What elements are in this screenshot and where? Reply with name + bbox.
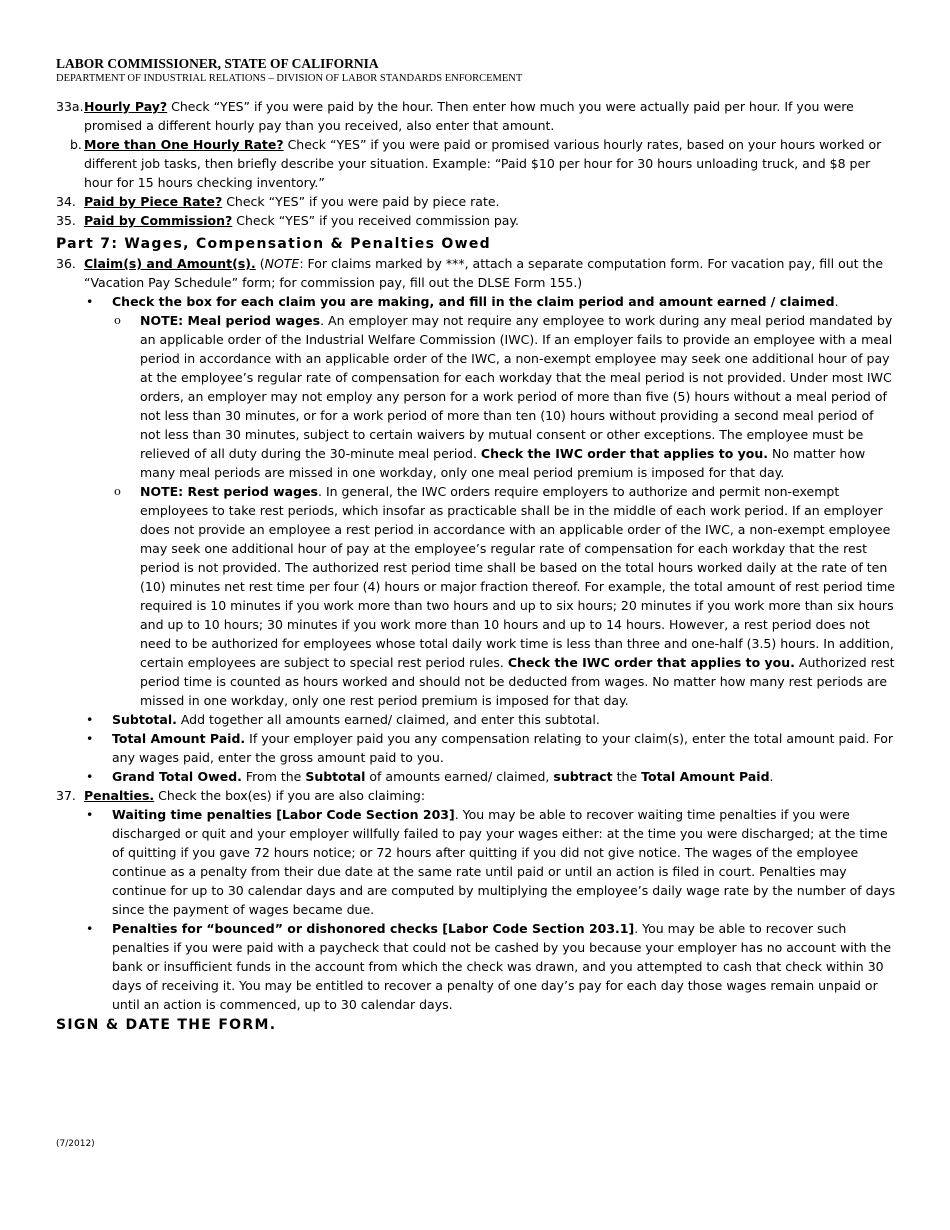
- bullet-glyph: •: [86, 731, 94, 746]
- note-text: . An employer may not require any employee to work during any meal period mandated by an applicable order of the Industrial Welfare Commission (IWC). If an employer fails to provide an employee with a meal period in accordance with an applicable order of the IWC, a non-exempt employee may seek one additional hour of pay at the employee’s regular rate of compensation for each workday that the meal period is not provided. Under most IWC orders, an employer may not employ any person for a work period of more than five (5) hours without a meal period of not less than 30 minutes, or for a work period of more than ten (10) hours without providing a second meal period of not less than 30 minutes, subject to certain waivers by mutual consent or other exceptions. The employee must be relieved of all duty during the 30-minute meal period.: [140, 313, 893, 461]
- bullet-check-box: [56, 292, 896, 311]
- item-heading: Paid by Commission?: [84, 213, 233, 228]
- bullet-subtotal: [56, 710, 896, 729]
- note-label: NOTE: [264, 256, 300, 271]
- bullet-text: Add together all amounts earned/ claimed, and enter this subtotal.: [176, 712, 600, 727]
- note-label: NOTE: Rest period wages: [140, 484, 318, 499]
- bullet-text: If your employer paid you any compensation relating to your claim(s), enter the total amount paid. For any wages paid, enter the gross amount paid to you.: [112, 731, 894, 765]
- bullet-text: .: [769, 769, 774, 784]
- item-34: [56, 192, 896, 211]
- item-number: 37.: [56, 788, 76, 803]
- bullet-text: From the: [241, 769, 306, 784]
- bullet-glyph: •: [86, 712, 94, 727]
- bullet-label: Total Amount Paid.: [112, 731, 246, 746]
- item-number: 36.: [56, 256, 76, 271]
- sub-bullet-glyph: o: [114, 484, 121, 498]
- item-text: Check “YES” if you were paid by the hour. Then enter how much you were actually paid per hour. If you were promised a different hourly pay than you received, also enter that amount.: [84, 99, 854, 133]
- item-number: b.: [70, 137, 82, 152]
- item-33a: [56, 97, 896, 135]
- item-number: 34.: [56, 194, 76, 209]
- bullet-label: Grand Total Owed.: [112, 769, 242, 784]
- bullet-label: Penalties for “bounced” or dishonored checks [Labor Code Section 203.1]: [112, 921, 635, 936]
- instructions-body: [56, 97, 896, 1035]
- note-bold: Check the IWC order that applies to you.: [507, 655, 795, 670]
- bullet-glyph: •: [86, 294, 94, 309]
- item-35: [56, 211, 896, 230]
- note-bold: Check the IWC order that applies to you.: [480, 446, 769, 461]
- note-meal-period: [56, 311, 896, 482]
- bullet-waiting-time: [56, 805, 896, 919]
- bullet-label: Subtotal.: [112, 712, 177, 727]
- bullet-glyph: •: [86, 921, 94, 936]
- bullet-bounced-checks: [56, 919, 896, 1014]
- bullet-bold: Subtotal: [305, 769, 366, 784]
- bullet-end: .: [834, 294, 839, 309]
- part7-heading: Part 7: Wages, Compensation & Penalties Owed: [56, 236, 491, 252]
- note-tail: No matter how many meal periods are missed in one workday, only one meal period premium is imposed for that day.: [140, 446, 866, 480]
- item-text: Check “YES” if you were paid by piece rate.: [222, 194, 500, 209]
- bullet-glyph: •: [86, 769, 94, 784]
- sign-date-heading: SIGN & DATE THE FORM.: [56, 1017, 277, 1033]
- header-subtitle: DEPARTMENT OF INDUSTRIAL RELATIONS – DIVISION OF LABOR STANDARDS ENFORCEMENT: [56, 73, 523, 84]
- note-tail: Authorized rest period time is counted as hours worked and should not be deducted from wages. No matter how many rest periods are missed in one workday, only one rest period premium is imposed for that day.: [140, 655, 895, 708]
- item-number: 33a.: [56, 99, 84, 114]
- item-number: 35.: [56, 213, 76, 228]
- bullet-total-paid: [56, 729, 896, 767]
- item-33b: [56, 135, 896, 192]
- bullet-grand-total: [56, 767, 896, 786]
- item-heading: Hourly Pay?: [84, 99, 168, 114]
- bullet-text: of amounts earned/ claimed,: [365, 769, 554, 784]
- note-text: . In general, the IWC orders require employers to authorize and permit non-exempt employees to take rest periods, which insofar as practicable shall be in the middle of each work period. If an employer does not provide an employee a rest period in accordance with an applicable order of the IWC, a non-exempt employee may seek one additional hour of pay at the employee’s regular rate of compensation for each workday that the rest period is not provided. The authorized rest period time shall be based on the total hours worked daily at the rate of ten (10) minutes net rest time per four (4) hours or major fraction thereof. For example, the total amount of rest period time required is 10 minutes if you work more than two hours and up to six hours; 20 minutes if you work more than six hours and up to 10 hours; 30 minutes if you work more than 10 hours and up to 14 hours. However, a rest period does not need to be authorized for employees whose total daily work time is less than three and one-half (3.5) hours. In addition, certain employees are subject to special rest period rules.: [140, 484, 895, 670]
- bullet-text: . You may be able to recover such penalties if you were paid with a paycheck that could not be cashed by you because your employer has no account with the bank or insufficient funds in the account from which the check was drawn, and you attempted to cash that check within 30 days of receiving it. You may be entitled to recover a penalty of one day’s pay for each day those wages remain unpaid or until an action is commenced, up to 30 calendar days.: [112, 921, 892, 1012]
- bullet-text: the: [612, 769, 642, 784]
- bullet-bold: subtract: [553, 769, 613, 784]
- item-text: Check the box(es) if you are also claiming:: [154, 788, 426, 803]
- page-header: [56, 55, 916, 85]
- item-heading: Penalties.: [84, 788, 155, 803]
- bullet-text: Check the box for each claim you are making, and fill in the claim period and amount earned / claimed: [112, 294, 835, 309]
- item-37: [56, 786, 896, 805]
- bullet-text: . You may be able to recover waiting time penalties if you were discharged or quit and your employer willfully failed to pay your wages either: at the time you were discharged; at the time of quitting if you gave 72 hours notice; or 72 hours after quitting if you did not give notice. The wages of the employee continue as a penalty from their due date at the same rate until paid or until an action is filed in court. Penalties may continue for up to 30 calendar days and are computed by multiplying the employee’s daily wage rate by the number of days since the payment of wages became due.: [112, 807, 896, 917]
- revision-date: (7/2012): [56, 1139, 95, 1149]
- note-rest-period: [56, 482, 896, 710]
- bullet-glyph: •: [86, 807, 94, 822]
- item-text: (: [255, 256, 265, 271]
- note-label: NOTE: Meal period wages: [140, 313, 321, 328]
- item-heading: More than One Hourly Rate?: [84, 137, 284, 152]
- bullet-bold: Total Amount Paid: [641, 769, 770, 784]
- item-36: [56, 254, 896, 292]
- item-heading: Paid by Piece Rate?: [84, 194, 223, 209]
- sub-bullet-glyph: o: [114, 313, 121, 327]
- item-text: Check “YES” if you were paid or promised various hourly rates, based on your hours worked or different job tasks, then briefly describe your situation. Example: “Paid $10 per hour for 30 hours unloading truck, and $8 per hour for 15 hours checking inventory.”: [84, 137, 882, 190]
- bullet-label: Waiting time penalties [Labor Code Section 203]: [112, 807, 455, 822]
- item-text: : For claims marked by ***, attach a separate computation form. For vacation pay, fill out the “Vacation Pay Schedule” form; for commission pay, fill out the DLSE Form 155.): [84, 256, 884, 290]
- item-text: Check “YES” if you received commission pay.: [232, 213, 520, 228]
- header-title: LABOR COMMISSIONER, STATE OF CALIFORNIA: [56, 56, 379, 71]
- item-heading: Claim(s) and Amount(s).: [84, 256, 256, 271]
